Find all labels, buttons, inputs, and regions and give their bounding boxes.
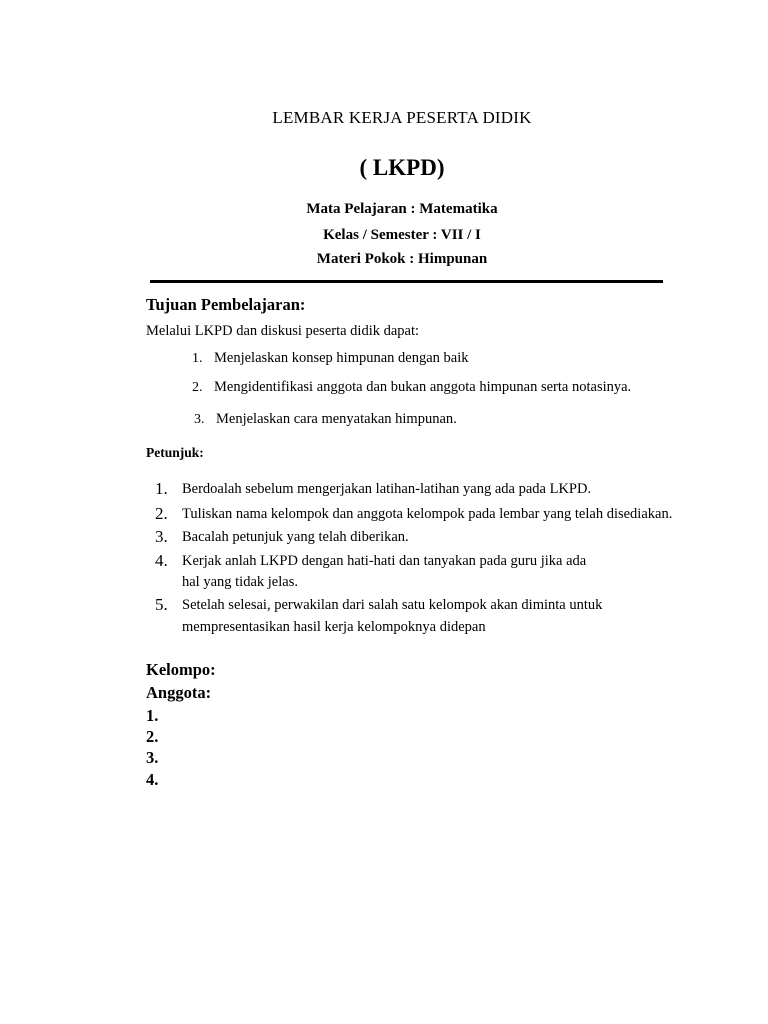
document-title: LEMBAR KERJA PESERTA DIDIK xyxy=(272,108,532,127)
step-text-continued: mempresentasikan hasil kerja kelompoknya didepan xyxy=(182,619,486,635)
step-number: 3. xyxy=(155,527,168,546)
member-number: 2. xyxy=(146,727,159,746)
member-number: 3. xyxy=(146,748,159,767)
step-text: Kerjak anlah LKPD dengan hati-hati dan tanyakan pada guru jika ada xyxy=(182,553,587,569)
objective-number: 3. xyxy=(194,412,205,427)
step-text: Setelah selesai, perwakilan dari salah satu kelompok akan diminta untuk xyxy=(182,597,603,613)
document-subtitle: ( LKPD) xyxy=(359,155,445,180)
objective-text: Menjelaskan konsep himpunan dengan baik xyxy=(214,350,469,366)
step-number: 2. xyxy=(155,504,168,523)
step-number: 4. xyxy=(155,551,168,570)
header-divider xyxy=(150,280,663,283)
objective-text: Menjelaskan cara menyatakan himpunan. xyxy=(216,411,457,427)
objective-number: 1. xyxy=(192,351,203,366)
members-label: Anggota: xyxy=(146,683,212,702)
step-text: Berdoalah sebelum mengerjakan latihan-latihan yang ada pada LKPD. xyxy=(182,481,592,497)
step-text: Tuliskan nama kelompok dan anggota kelompok pada lembar yang telah disediakan. xyxy=(182,506,673,522)
objectives-heading: Tujuan Pembelajaran: xyxy=(146,295,306,314)
group-name-label: Kelompo: xyxy=(146,660,216,679)
meta-class-semester: Kelas / Semester : VII / I xyxy=(323,227,481,243)
objective-number: 2. xyxy=(192,380,203,395)
member-number: 1. xyxy=(146,706,159,725)
objectives-intro: Melalui LKPD dan diskusi peserta didik dapat: xyxy=(146,323,420,339)
meta-topic: Materi Pokok : Himpunan xyxy=(316,251,488,267)
member-number: 4. xyxy=(146,770,159,789)
instructions-heading: Petunjuk: xyxy=(146,445,204,460)
step-number: 5. xyxy=(155,595,168,614)
step-number: 1. xyxy=(155,479,168,498)
meta-subject: Mata Pelajaran : Matematika xyxy=(306,201,498,217)
step-text-continued: hal yang tidak jelas. xyxy=(182,574,298,590)
objective-text: Mengidentifikasi anggota dan bukan anggota himpunan serta notasinya. xyxy=(214,379,632,395)
step-text: Bacalah petunjuk yang telah diberikan. xyxy=(182,529,409,545)
